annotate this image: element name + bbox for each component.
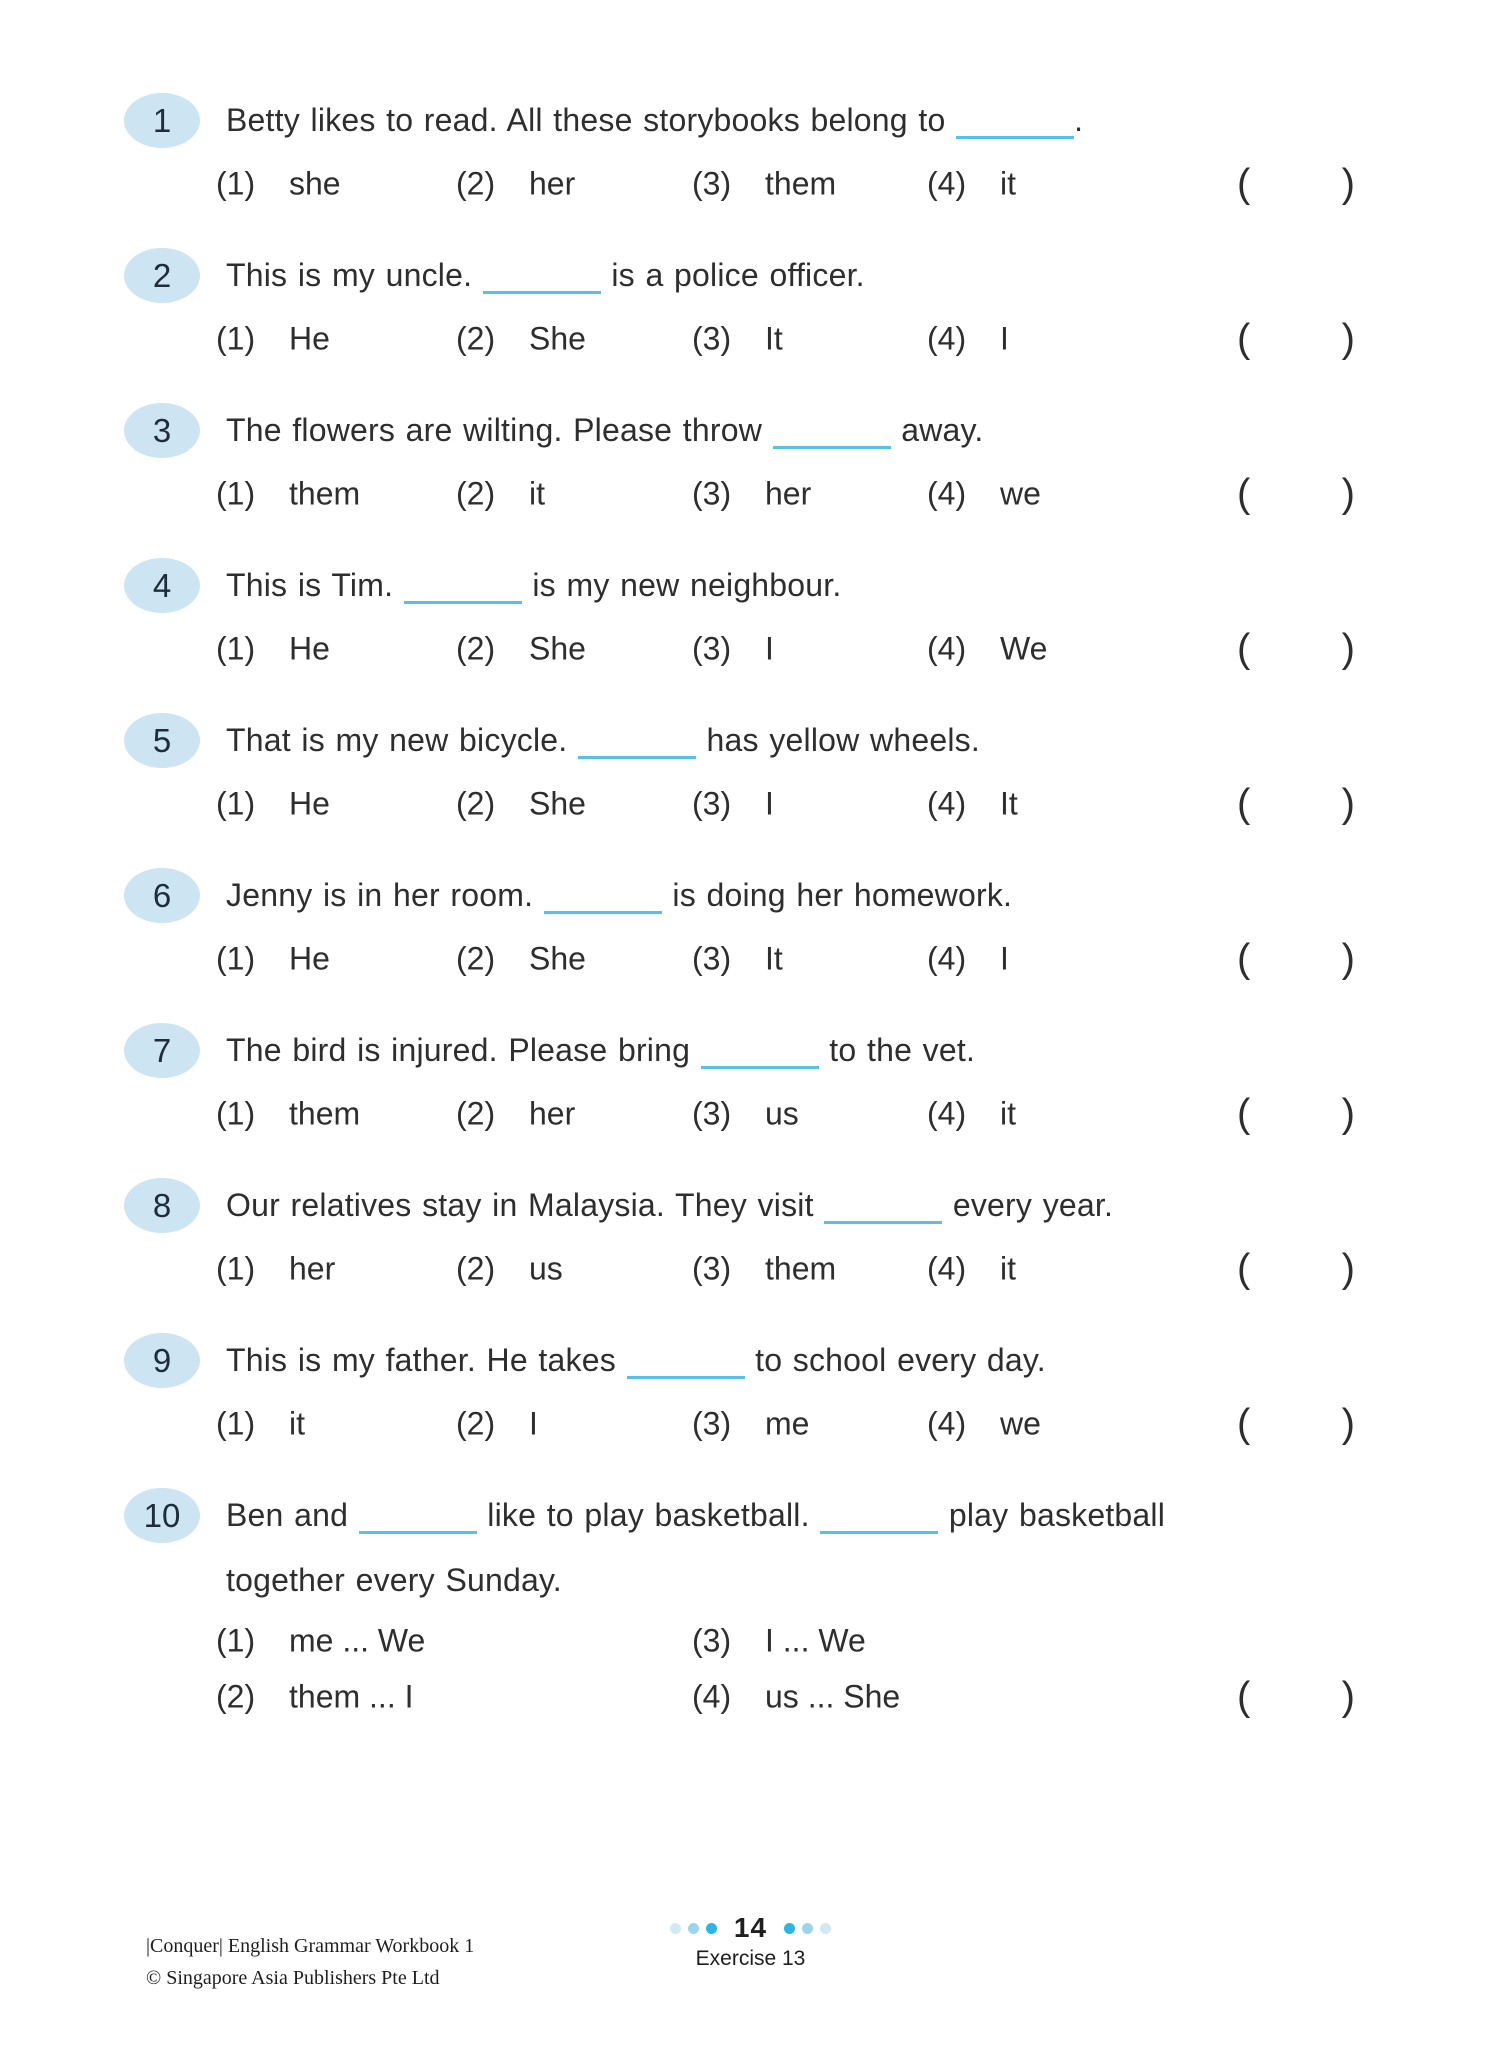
option [216, 476, 360, 513]
option-text: He [289, 940, 330, 977]
sentence-text: every year. [942, 1187, 1114, 1223]
option-label: (3) [692, 1250, 732, 1287]
answer-blank[interactable] [578, 726, 696, 759]
option [927, 321, 1009, 358]
option [927, 941, 1009, 978]
question-sentence [226, 1328, 1441, 1393]
option-label: (4) [927, 165, 967, 202]
option-label: (4) [927, 1250, 967, 1287]
page-number-row [0, 1912, 1501, 1944]
option [216, 1679, 413, 1716]
option [927, 1406, 1041, 1443]
sentence-text: . [1074, 102, 1084, 138]
answer-blank[interactable] [483, 261, 601, 294]
options-row [216, 463, 1501, 525]
page-dot [688, 1923, 699, 1934]
option-label: (3) [692, 630, 732, 667]
option-label: (3) [692, 475, 732, 512]
option-text: us ... She [765, 1678, 901, 1715]
option-text: He [289, 785, 330, 822]
answer-bracket-open: ( [1237, 1674, 1251, 1719]
sentence-text: like to play basketball. [476, 1497, 821, 1533]
question [0, 243, 1501, 370]
answer-blank[interactable] [773, 416, 891, 449]
answer-bracket-close: ) [1341, 1401, 1355, 1446]
option [692, 1406, 809, 1443]
option [692, 786, 774, 823]
answer-box[interactable] [1237, 1247, 1355, 1292]
option-label: (3) [692, 785, 732, 822]
answer-blank[interactable] [404, 571, 522, 604]
options-row [216, 1613, 1501, 1669]
question-sentence [226, 1483, 1441, 1613]
option [692, 1679, 900, 1716]
question-number-badge: 7 [124, 1023, 200, 1078]
question-sentence [226, 88, 1441, 153]
option [692, 321, 783, 358]
answer-box[interactable] [1237, 1092, 1355, 1137]
option-text: She [529, 320, 586, 357]
option-label: (3) [692, 1405, 732, 1442]
option [456, 166, 575, 203]
answer-bracket-open: ( [1237, 471, 1251, 516]
option-label: (4) [927, 320, 967, 357]
page-number: 14 [733, 1912, 768, 1943]
option [456, 476, 545, 513]
page-dot [784, 1923, 795, 1934]
question-number-badge: 2 [124, 248, 200, 303]
question [0, 88, 1501, 215]
options-row [216, 618, 1501, 680]
options-row [216, 153, 1501, 215]
option-label: (1) [216, 1095, 256, 1132]
option-label: (4) [927, 1405, 967, 1442]
option-label: (1) [216, 785, 256, 822]
answer-box[interactable] [1237, 162, 1355, 207]
option-text: us [765, 1095, 799, 1132]
option-label: (2) [216, 1678, 256, 1715]
answer-bracket-close: ) [1341, 626, 1355, 671]
option [927, 476, 1041, 513]
exercise-label: Exercise 13 [695, 1947, 806, 1970]
question [0, 1173, 1501, 1300]
answer-box[interactable] [1237, 1402, 1355, 1447]
option [216, 1406, 305, 1443]
option-text: I [1000, 940, 1009, 977]
answer-box[interactable] [1237, 782, 1355, 827]
option-label: (3) [692, 165, 732, 202]
answer-blank[interactable] [701, 1036, 819, 1069]
option-text: it [1000, 1250, 1016, 1287]
option-label: (2) [456, 1095, 496, 1132]
answer-blank[interactable] [359, 1501, 477, 1534]
answer-bracket-close: ) [1341, 161, 1355, 206]
option-text: them ... I [289, 1678, 414, 1715]
question [0, 398, 1501, 525]
option-text: her [289, 1250, 336, 1287]
question [0, 863, 1501, 990]
option-text: her [765, 475, 812, 512]
question-sentence [226, 1018, 1441, 1083]
option-label: (3) [692, 1095, 732, 1132]
answer-bracket-close: ) [1341, 936, 1355, 981]
sentence-text: away. [890, 412, 984, 448]
option-text: she [289, 165, 341, 202]
question-number-badge: 8 [124, 1178, 200, 1233]
option-label: (4) [927, 630, 967, 667]
answer-blank[interactable] [627, 1346, 745, 1379]
option-text: He [289, 630, 330, 667]
answer-box[interactable] [1237, 627, 1355, 672]
option-label: (1) [216, 940, 256, 977]
sentence-text: to the vet. [818, 1032, 976, 1068]
answer-bracket-open: ( [1237, 1091, 1251, 1136]
option-label: (2) [456, 785, 496, 822]
question-number-badge: 1 [124, 93, 200, 148]
answer-bracket-close: ) [1341, 1091, 1355, 1136]
option-text: I ... We [765, 1622, 866, 1659]
page-dot [820, 1923, 831, 1934]
option-text: it [289, 1405, 305, 1442]
option-text: I [529, 1405, 538, 1442]
sentence-text: Betty likes to read. All these storybooks belong to [226, 102, 957, 138]
answer-bracket-close: ) [1341, 316, 1355, 361]
options-row [216, 773, 1501, 835]
options-row [216, 1238, 1501, 1300]
option-text: we [1000, 1405, 1041, 1442]
option-label: (2) [456, 1250, 496, 1287]
options-row [216, 308, 1501, 370]
option-text: I [765, 785, 774, 822]
option-label: (2) [456, 320, 496, 357]
answer-blank[interactable] [824, 1191, 942, 1224]
options-row [216, 928, 1501, 990]
option-label: (3) [692, 1622, 732, 1659]
answer-bracket-close: ) [1341, 781, 1355, 826]
sentence-text: together every Sunday. [226, 1562, 562, 1598]
option-label: (2) [456, 940, 496, 977]
option-text: it [529, 475, 545, 512]
option-label: (2) [456, 165, 496, 202]
option [216, 941, 330, 978]
option [216, 1251, 335, 1288]
option-text: them [289, 1095, 361, 1132]
sentence-text: This is my father. He takes [226, 1342, 627, 1378]
sentence-text: Ben and [226, 1497, 359, 1533]
option-label: (1) [216, 165, 256, 202]
question-number-badge: 3 [124, 403, 200, 458]
option-text: We [1000, 630, 1048, 667]
option-text: She [529, 940, 586, 977]
answer-box[interactable] [1237, 472, 1355, 517]
question [0, 1483, 1501, 1725]
option-text: we [1000, 475, 1041, 512]
option [692, 166, 836, 203]
sentence-text: play basketball [938, 1497, 1166, 1533]
copyright: © Singapore Asia Publishers Pte Ltd [146, 1967, 440, 1989]
option-label: (1) [216, 1250, 256, 1287]
option [692, 631, 774, 668]
option-text: It [765, 320, 783, 357]
question-sentence [226, 398, 1441, 463]
option [456, 1096, 575, 1133]
page-dot [706, 1923, 717, 1934]
option-text: them [289, 475, 361, 512]
option [456, 321, 586, 358]
option [692, 476, 811, 513]
option-text: It [765, 940, 783, 977]
option-text: I [1000, 320, 1009, 357]
option-text: She [529, 785, 586, 822]
options-row [216, 1083, 1501, 1145]
option-label: (4) [927, 1095, 967, 1132]
option [216, 321, 330, 358]
sentence-text: is a police officer. [600, 257, 865, 293]
option-label: (1) [216, 1622, 256, 1659]
answer-bracket-open: ( [1237, 316, 1251, 361]
option [927, 1251, 1016, 1288]
option [216, 786, 330, 823]
option-text: me [765, 1405, 810, 1442]
question [0, 708, 1501, 835]
option-label: (4) [927, 940, 967, 977]
option-text: her [529, 165, 576, 202]
question-sentence [226, 553, 1441, 618]
option [692, 1623, 866, 1660]
answer-bracket-open: ( [1237, 1401, 1251, 1446]
sentence-text: This is my uncle. [226, 257, 483, 293]
answer-blank[interactable] [956, 106, 1074, 139]
question-number-badge: 9 [124, 1333, 200, 1388]
answer-bracket-open: ( [1237, 161, 1251, 206]
option [216, 1096, 360, 1133]
answer-bracket-close: ) [1341, 1246, 1355, 1291]
option-text: us [529, 1250, 563, 1287]
answer-bracket-open: ( [1237, 1246, 1251, 1291]
option [692, 941, 783, 978]
option-text: her [529, 1095, 576, 1132]
question [0, 1018, 1501, 1145]
answer-box[interactable] [1237, 937, 1355, 982]
question-sentence [226, 243, 1441, 308]
option-text: He [289, 320, 330, 357]
option-label: (1) [216, 320, 256, 357]
answer-bracket-close: ) [1341, 471, 1355, 516]
option [216, 166, 341, 203]
option [456, 1251, 563, 1288]
option-label: (1) [216, 630, 256, 667]
question [0, 1328, 1501, 1455]
option [927, 631, 1047, 668]
option-label: (3) [692, 320, 732, 357]
sentence-text: The flowers are wilting. Please throw [226, 412, 773, 448]
footer-page-info [0, 1912, 1501, 1971]
question [0, 553, 1501, 680]
page-dot [802, 1923, 813, 1934]
option-label: (2) [456, 1405, 496, 1442]
sentence-text: to school every day. [744, 1342, 1046, 1378]
option-label: (4) [692, 1678, 732, 1715]
option-text: them [765, 1250, 837, 1287]
option-label: (1) [216, 1405, 256, 1442]
answer-bracket-open: ( [1237, 626, 1251, 671]
option-label: (4) [927, 475, 967, 512]
sentence-text: That is my new bicycle. [226, 722, 578, 758]
question-sentence [226, 708, 1441, 773]
book-title: |Conquer| English Grammar Workbook 1 [146, 1935, 475, 1957]
option [692, 1096, 799, 1133]
page-dot [670, 1923, 681, 1934]
answer-box[interactable] [1237, 317, 1355, 362]
options-row [216, 1393, 1501, 1455]
option-label: (2) [456, 630, 496, 667]
question-sentence [226, 863, 1441, 928]
options-row [216, 1669, 1501, 1725]
option [456, 631, 586, 668]
question-number-badge: 5 [124, 713, 200, 768]
answer-bracket-open: ( [1237, 781, 1251, 826]
sentence-text: has yellow wheels. [695, 722, 980, 758]
option [216, 1623, 425, 1660]
option [216, 631, 330, 668]
option-label: (2) [456, 475, 496, 512]
option [456, 941, 586, 978]
sentence-text: Jenny is in her room. [226, 877, 544, 913]
option [927, 1096, 1016, 1133]
option-text: me ... We [289, 1622, 426, 1659]
sentence-text: Our relatives stay in Malaysia. They visit [226, 1187, 825, 1223]
answer-box[interactable] [1237, 1675, 1355, 1720]
answer-blank[interactable] [820, 1501, 938, 1534]
question-number-badge: 4 [124, 558, 200, 613]
option-text: them [765, 165, 837, 202]
option [456, 786, 586, 823]
sentence-text: The bird is injured. Please bring [226, 1032, 701, 1068]
question-list [0, 88, 1501, 1753]
option [456, 1406, 538, 1443]
sentence-text: is my new neighbour. [521, 567, 842, 603]
sentence-text: This is Tim. [226, 567, 404, 603]
option [692, 1251, 836, 1288]
option-text: I [765, 630, 774, 667]
option-label: (3) [692, 940, 732, 977]
option-text: it [1000, 165, 1016, 202]
question-number-badge: 6 [124, 868, 200, 923]
question-sentence [226, 1173, 1441, 1238]
answer-bracket-open: ( [1237, 936, 1251, 981]
answer-bracket-close: ) [1341, 1674, 1355, 1719]
option [927, 166, 1016, 203]
option-text: It [1000, 785, 1018, 822]
option-text: it [1000, 1095, 1016, 1132]
option [927, 786, 1018, 823]
option-text: She [529, 630, 586, 667]
sentence-text: is doing her homework. [661, 877, 1013, 913]
question-number-badge: 10 [124, 1488, 200, 1543]
option-label: (4) [927, 785, 967, 822]
option-label: (1) [216, 475, 256, 512]
answer-blank[interactable] [544, 881, 662, 914]
